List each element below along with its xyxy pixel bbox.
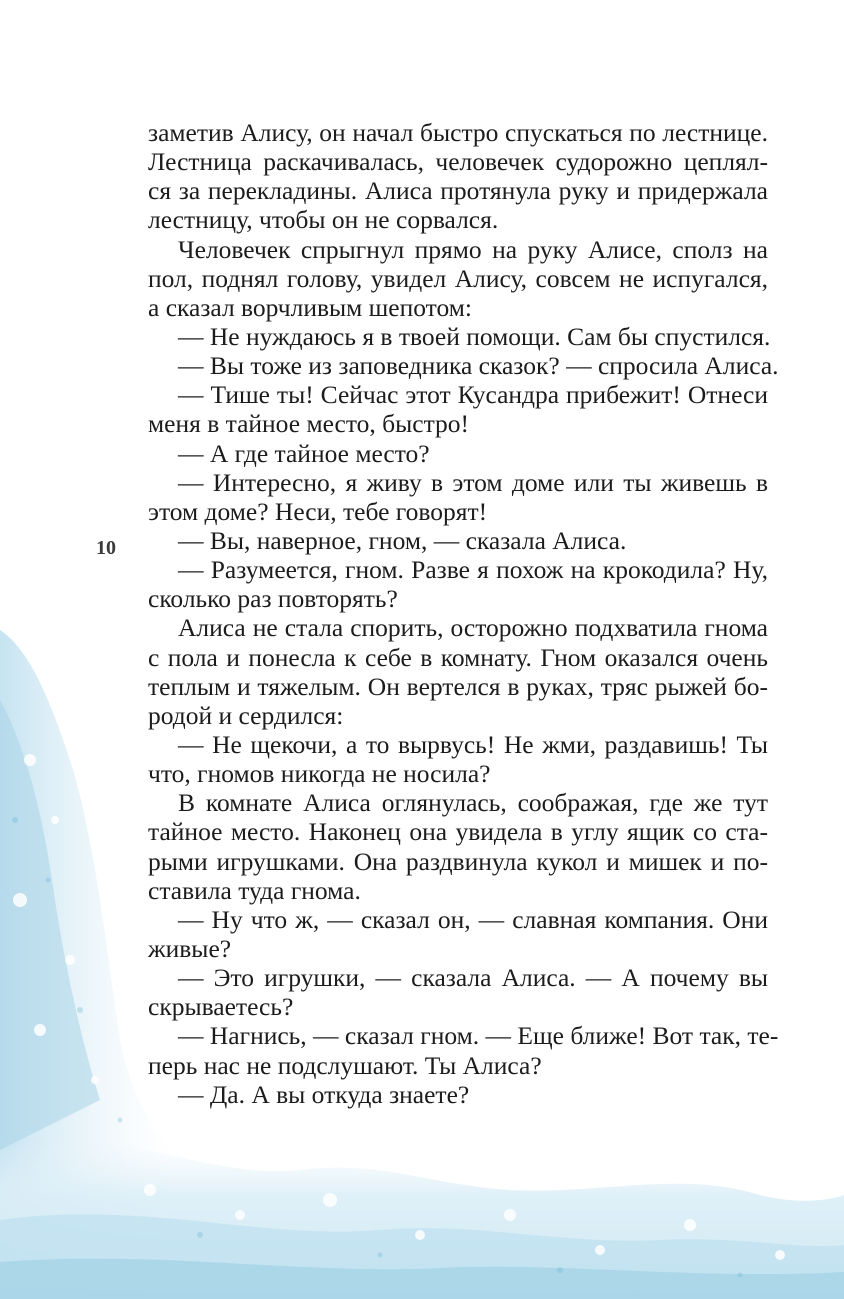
text-line: живые? xyxy=(148,933,232,963)
page-number: 10 xyxy=(96,537,116,559)
text-line: а сказал ворчливым шепотом: xyxy=(148,292,472,322)
text-line: — Не щекочи, а то вырвусь! Не жми, раздавишь! Ты xyxy=(178,729,768,759)
text-line: ставила туда гнома. xyxy=(148,875,361,905)
text-line: сколько раз повторять? xyxy=(148,584,398,614)
text-line: — Вы тоже из заповедника сказок? — спросила Алиса. xyxy=(178,351,779,381)
text-line: скрываетесь? xyxy=(148,992,294,1022)
text-line: Лестница раскачивалась, человечек судорожно цеплял- xyxy=(148,147,768,177)
text-line: ся за перекладины. Алиса протянула руку и придержала xyxy=(148,176,768,206)
text-line: заметив Алису, он начал быстро спускаться по лестнице. xyxy=(148,118,768,147)
text-line: лестницу, чтобы он не сорвался. xyxy=(148,205,499,235)
text-line: этом доме? Неси, тебе говорят! xyxy=(148,496,488,526)
text-line: В комнате Алиса оглянулась, соображая, где же тут xyxy=(178,788,768,818)
text-line: — Вы, наверное, гном, — сказала Алиса. xyxy=(178,525,627,555)
text-line: — Тише ты! Сейчас этот Кусандра прибежит! Отнеси xyxy=(178,380,768,410)
text-line: — А где тайное место? xyxy=(178,438,430,468)
text-line: теплым и тяжелым. Он вертелся в руках, тряс рыжей бо- xyxy=(148,671,768,701)
text-line: — Не нуждаюсь я в твоей помощи. Сам бы спустился. xyxy=(178,321,771,351)
text-line: Алиса не стала спорить, осторожно подхватила гнома xyxy=(178,613,768,643)
body-text xyxy=(148,118,779,1109)
text-line: с пола и понесла к себе в комнату. Гном оказался очень xyxy=(148,642,768,672)
text-line: — Да. А вы откуда знаете? xyxy=(178,1079,470,1109)
text-line: — Нагнись, — сказал гном. — Еще ближе! Вот так, те- xyxy=(178,1021,779,1051)
text-line: — Ну что ж, — сказал он, — славная компания. Они xyxy=(178,904,768,934)
text-line: родой и сердился: xyxy=(148,700,344,730)
text-line: рыми игрушками. Она раздвинула кукол и мишек и по- xyxy=(148,846,768,876)
text-line: Человечек спрыгнул прямо на руку Алисе, сполз на xyxy=(178,234,768,264)
text-line: меня в тайное место, быстро! xyxy=(148,409,470,439)
text-line: — Разумеется, гном. Разве я похож на крокодила? Ну, xyxy=(178,555,768,585)
text-line: что, гномов никогда не носила? xyxy=(148,759,491,789)
text-line: пол, поднял голову, увидел Алису, совсем не испугался, xyxy=(148,263,768,293)
text-line: — Это игрушки, — сказала Алиса. — А почему вы xyxy=(178,963,768,993)
text-line: — Интересно, я живу в этом доме или ты живешь в xyxy=(178,467,768,497)
text-line: перь нас не подслушают. Ты Алиса? xyxy=(148,1050,542,1080)
text-line: тайное место. Наконец она увидела в углу ящик со ста- xyxy=(148,817,768,847)
